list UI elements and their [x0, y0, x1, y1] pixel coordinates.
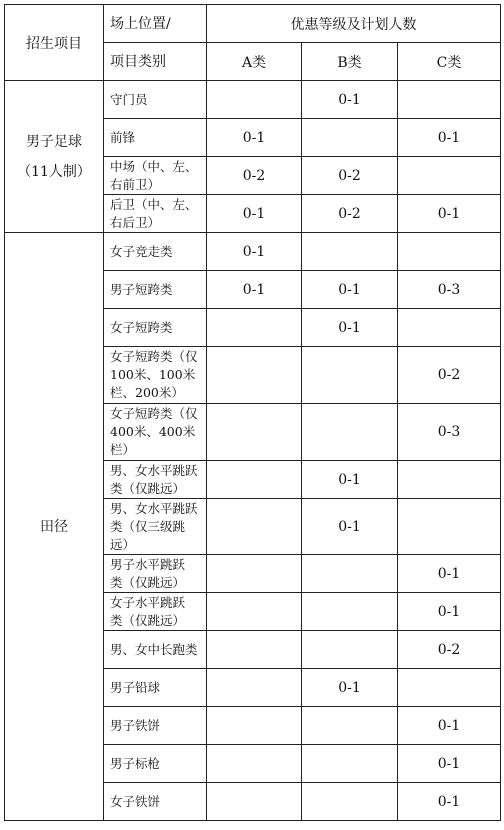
quota-cell-a: 0-1	[207, 195, 302, 233]
position-label-line: 类（仅跳远）	[110, 574, 186, 590]
project-cell	[5, 81, 104, 233]
quota-cell-a	[207, 347, 302, 404]
quota-cell-a: 0-1	[207, 119, 302, 157]
quota-cell-c: 0-1	[398, 707, 501, 745]
quota-cell-a	[207, 555, 302, 593]
header-project: 招生项目	[5, 5, 104, 81]
quota-cell-c	[398, 309, 501, 347]
quota-cell-c	[398, 461, 501, 499]
quota-cell-a	[207, 745, 302, 783]
quota-cell-b: 0-2	[302, 195, 398, 233]
position-label-line: 栏、200米）	[110, 385, 184, 400]
position-label-line: 男、女中长跑类	[110, 641, 198, 657]
quota-cell-b	[302, 707, 398, 745]
position-label-line: 守门员	[110, 91, 148, 107]
position-label-line: 男子短跨类	[110, 281, 173, 297]
quota-cell-a	[207, 783, 302, 821]
project-name-line: （11人制）	[17, 163, 91, 180]
position-cell	[104, 195, 207, 233]
quota-cell-c: 0-1	[398, 195, 501, 233]
quota-cell-c: 0-1	[398, 555, 501, 593]
position-cell	[104, 555, 207, 593]
quota-cell-b: 0-1	[302, 271, 398, 309]
position-label-line: 男子铅球	[110, 679, 161, 695]
position-cell	[104, 271, 207, 309]
quota-cell-b: 0-1	[302, 669, 398, 707]
header-class-c: C类	[398, 43, 501, 81]
table-body	[5, 5, 501, 821]
quota-cell-b: 0-1	[302, 81, 398, 119]
header-grade-group: 优惠等级及计划人数	[207, 5, 501, 43]
position-cell	[104, 404, 207, 461]
position-cell	[104, 669, 207, 707]
quota-cell-b: 0-2	[302, 157, 398, 195]
quota-cell-c	[398, 499, 501, 555]
quota-cell-b	[302, 233, 398, 271]
position-label-line: 女子短跨类（仅	[110, 406, 198, 421]
position-label-line: 男子铁饼	[110, 717, 161, 733]
quota-cell-c	[398, 233, 501, 271]
project-cell	[5, 233, 104, 821]
quota-cell-c: 0-2	[398, 631, 501, 669]
quota-cell-c: 0-1	[398, 745, 501, 783]
quota-cell-c	[398, 81, 501, 119]
header-class-b: B类	[302, 43, 398, 81]
quota-cell-a	[207, 707, 302, 745]
quota-cell-b	[302, 593, 398, 631]
quota-cell-b: 0-1	[302, 309, 398, 347]
header-class-a: A类	[207, 43, 302, 81]
position-cell	[104, 233, 207, 271]
quota-cell-b	[302, 119, 398, 157]
position-label-line: 100米、100米	[110, 367, 196, 382]
position-label-line: 男子水平跳跃	[110, 556, 186, 572]
table-row	[5, 81, 501, 119]
quota-cell-b	[302, 783, 398, 821]
position-cell	[104, 157, 207, 195]
enrollment-table	[4, 4, 501, 821]
position-label-line: 类（仅跳远）	[110, 612, 186, 628]
quota-cell-a	[207, 669, 302, 707]
quota-cell-c: 0-2	[398, 347, 501, 404]
quota-cell-c: 0-3	[398, 271, 501, 309]
position-label-line: 栏）	[110, 442, 136, 457]
quota-cell-c: 0-1	[398, 593, 501, 631]
quota-cell-a	[207, 404, 302, 461]
position-cell	[104, 783, 207, 821]
position-label-line: 400米、400米	[110, 424, 196, 439]
position-cell	[104, 461, 207, 499]
position-label-line: 中场（中、左、	[110, 158, 198, 174]
quota-cell-a: 0-2	[207, 157, 302, 195]
position-cell	[104, 631, 207, 669]
quota-cell-a: 0-1	[207, 233, 302, 271]
project-name-line: 男子足球	[26, 133, 82, 150]
quota-cell-b	[302, 631, 398, 669]
quota-cell-b: 0-1	[302, 499, 398, 555]
position-label-line: 女子铁饼	[110, 793, 161, 809]
quota-cell-c: 0-1	[398, 119, 501, 157]
position-cell	[104, 707, 207, 745]
quota-cell-b	[302, 745, 398, 783]
header-position-top: 场上位置/	[104, 5, 207, 43]
quota-cell-c	[398, 669, 501, 707]
position-cell	[104, 347, 207, 404]
position-cell	[104, 119, 207, 157]
quota-cell-a	[207, 593, 302, 631]
position-label-line: 男、女水平跳跃	[110, 462, 198, 478]
position-cell	[104, 745, 207, 783]
position-cell	[104, 593, 207, 631]
header-row-1	[5, 5, 501, 43]
position-label-line: 男子标枪	[110, 755, 161, 771]
quota-cell-b	[302, 555, 398, 593]
position-label-line: 类（仅三级跳	[110, 518, 186, 534]
position-label-line: 远）	[110, 536, 136, 552]
quota-cell-a	[207, 309, 302, 347]
project-name-line: 田径	[40, 518, 68, 535]
position-label-line: 前锋	[110, 129, 136, 145]
table-row	[5, 233, 501, 271]
position-label-line: 女子短跨类（仅	[110, 349, 198, 364]
position-label-line: 类（仅跳远）	[110, 480, 186, 496]
quota-cell-a: 0-1	[207, 271, 302, 309]
position-label-line: 男、女水平跳跃	[110, 500, 198, 516]
position-cell	[104, 499, 207, 555]
header-position-bottom: 项目类别	[104, 43, 207, 81]
position-label-line: 女子短跨类	[110, 319, 173, 335]
quota-cell-c: 0-3	[398, 404, 501, 461]
position-label-line: 右后卫）	[110, 214, 161, 230]
quota-cell-a	[207, 81, 302, 119]
quota-cell-b: 0-1	[302, 461, 398, 499]
quota-cell-b	[302, 347, 398, 404]
quota-cell-c: 0-1	[398, 783, 501, 821]
position-label-line: 右前卫）	[110, 176, 161, 192]
position-label-line: 女子竞走类	[110, 243, 173, 259]
position-cell	[104, 81, 207, 119]
quota-cell-c	[398, 157, 501, 195]
quota-cell-a	[207, 499, 302, 555]
position-cell	[104, 309, 207, 347]
position-label-line: 女子水平跳跃	[110, 594, 186, 610]
quota-cell-a	[207, 461, 302, 499]
position-label-line: 后卫（中、左、	[110, 196, 198, 212]
quota-cell-a	[207, 631, 302, 669]
quota-cell-b	[302, 404, 398, 461]
